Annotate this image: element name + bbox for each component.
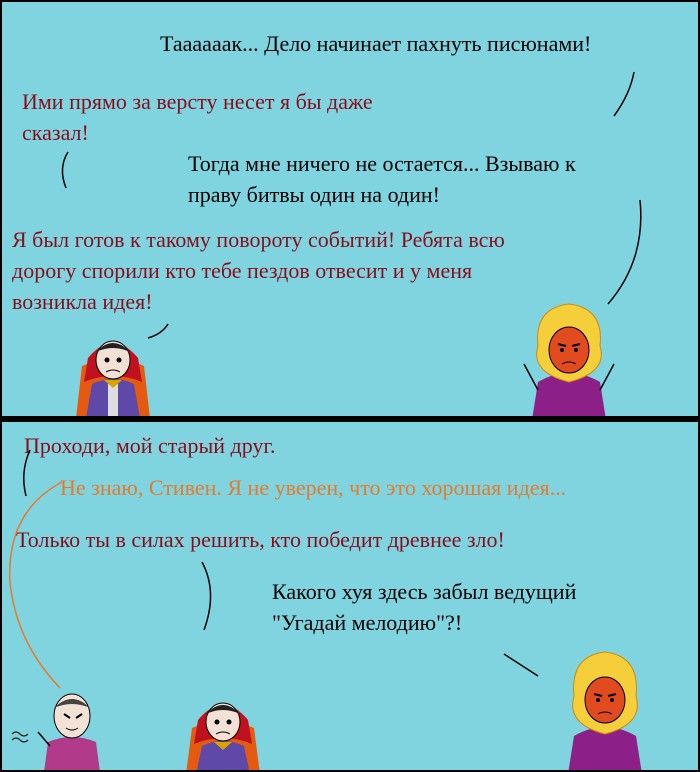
comic-panel-2	[0, 420, 700, 772]
old-friend-character	[8, 688, 108, 772]
speech-text: Я был готов к такому повороту событий! Ребята всю	[12, 227, 505, 252]
speech-tail	[24, 450, 30, 496]
flame-head-character	[514, 298, 624, 418]
speech-text: Только ты в силах решить, кто победит древнее зло!	[16, 527, 505, 552]
speech-tail	[608, 200, 641, 304]
speech-text: Какого хуя здесь забыл ведущий	[272, 579, 577, 604]
flame-head-character	[550, 644, 660, 772]
speech-text: Ими прямо за версту несет я бы даже	[22, 89, 373, 114]
speech-text: Не знаю, Стивен. Я не уверен, что это хорошая идея...	[60, 475, 567, 500]
speech-tail	[504, 654, 538, 676]
speech-text: "Угадай мелодию"?!	[272, 610, 463, 635]
speech-text: возникла идея!	[12, 289, 153, 314]
speech-text: Таааааак... Дело начинает пахнуть писюнами!	[160, 31, 592, 56]
speech-text: сказал!	[22, 120, 89, 145]
speech-text: Проходи, мой старый друг.	[24, 433, 276, 458]
caped-character	[68, 322, 158, 418]
speech-text: праву битвы один на один!	[188, 182, 441, 207]
speech-tail	[62, 152, 68, 188]
speech-text: Тогда мне ничего не остается... Взываю к	[188, 151, 576, 176]
speech-tail	[10, 482, 62, 688]
speech-text: дорогу спорили кто тебе пездов отвесит и у меня	[12, 258, 473, 283]
speech-tail	[202, 562, 211, 630]
speech-tail	[614, 72, 634, 116]
caped-character	[178, 684, 268, 772]
